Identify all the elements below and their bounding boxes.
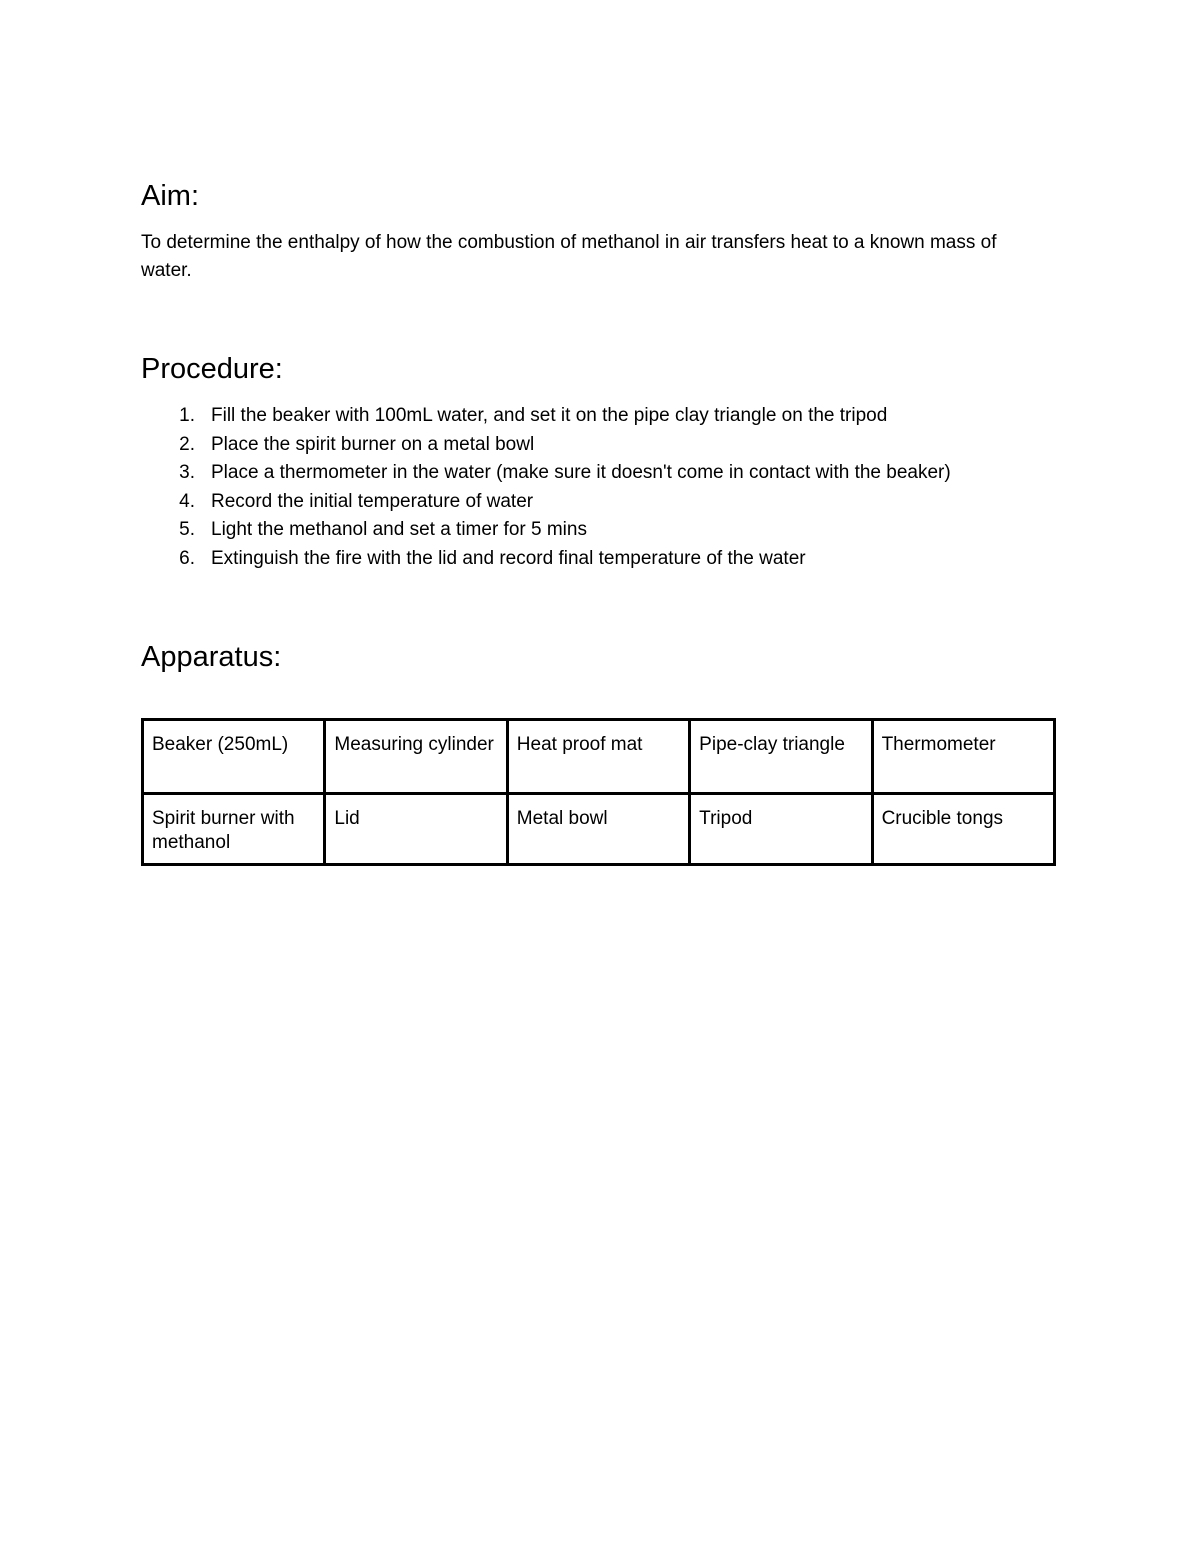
apparatus-table	[141, 718, 1056, 866]
step-number: 3.	[179, 462, 195, 484]
step-text: Light the methanol and set a timer for 5 mins	[211, 519, 587, 541]
apparatus-heading: Apparatus:	[141, 641, 282, 673]
table-cell: Tripod	[690, 794, 872, 865]
aim-text: To determine the enthalpy of how the combustion of methanol in air transfers heat to a known mass of water.	[141, 232, 997, 281]
table-cell: Thermometer	[872, 720, 1054, 794]
table-row	[143, 794, 1055, 865]
step-number: 2.	[179, 433, 195, 455]
aim-heading: Aim:	[141, 180, 199, 212]
step-text: Fill the beaker with 100mL water, and set it on the pipe clay triangle on the tripod	[211, 405, 888, 426]
step-number: 4.	[179, 490, 195, 512]
table-cell: Crucible tongs	[872, 794, 1054, 865]
table-row	[143, 720, 1055, 794]
step-number: 6.	[179, 547, 195, 569]
table-cell: Beaker (250mL)	[143, 720, 325, 794]
step-text: Place the spirit burner on a metal bowl	[211, 433, 535, 455]
step-text: Place a thermometer in the water (make sure it doesn't come in contact with the beaker)	[211, 462, 951, 484]
table-cell: Heat proof mat	[507, 720, 689, 794]
table-cell: Measuring cylinder	[325, 720, 507, 794]
table-cell: Pipe-clay triangle	[690, 720, 872, 794]
table-cell: Metal bowl	[507, 794, 689, 865]
step-number: 1.	[179, 405, 195, 426]
step-text: Extinguish the fire with the lid and record final temperature of the water	[211, 547, 806, 569]
step-text: Record the initial temperature of water	[211, 490, 534, 512]
table-cell: Lid	[325, 794, 507, 865]
procedure-heading: Procedure:	[141, 353, 283, 385]
step-number: 5.	[179, 519, 195, 541]
table-cell: Spirit burner with methanol	[143, 794, 325, 865]
